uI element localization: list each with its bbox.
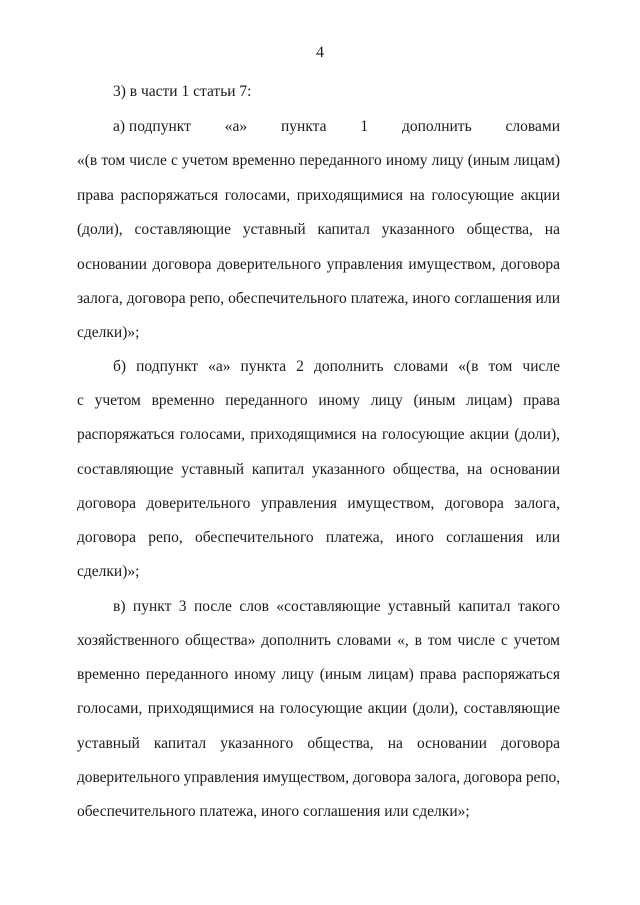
paragraph-a-line-3: права распоряжаться голосами, приходящимися на голосующие акции [77,187,560,204]
paragraph-a-line-6: залога, договора репо, обеспечительного платежа, иного соглашения или [77,290,560,307]
word: словами [505,118,560,135]
paragraph-b-line-4: составляющие уставный капитал указанного общества, на основании [77,461,560,478]
paragraph-b-line-6: договора репо, обеспечительного платежа, иного соглашения или [77,529,560,546]
page-number: 4 [316,44,324,61]
word: 1 [360,118,369,135]
word: пункта [280,118,327,135]
paragraph-b-line-7: сделки)»; [77,563,140,580]
paragraph-c-line-3: временно переданного иному лицу (иным лицам) права распоряжаться [77,666,560,683]
paragraph-b-line-5: договора доверительного управления имуществом, договора залога, [77,495,560,512]
paragraph-a-line-2: «(в том числе с учетом временно переданного иному лицу (иным лицам) [77,152,560,169]
paragraph-b-line-3: распоряжаться голосами, приходящимися на голосующие акции (доли), [77,426,560,443]
paragraph-c-line-6: доверительного управления имуществом, договора залога, договора репо, [77,769,560,786]
paragraph-c-line-1: в) пункт 3 после слов «составляющие уставный капитал такого [113,598,560,615]
paragraph-c-line-4: голосами, приходящимися на голосующие акции (доли), составляющие [77,700,560,717]
paragraph-a-line-4: (доли), составляющие уставный капитал указанного общества, на [77,221,560,238]
paragraph-b-line-2: с учетом временно переданного иному лицу (иным лицам) права [77,392,560,409]
paragraph-c-line-2: хозяйственного общества» дополнить словами «, в том числе с учетом [77,632,560,649]
paragraph-a-line-5: основании договора доверительного управления имуществом, договора [77,256,560,273]
paragraph-b-line-1: б) подпункт «а» пункта 2 дополнить словами «(в том числе [113,358,560,375]
word: «а» [224,118,248,135]
word: а) подпункт [113,118,191,135]
paragraph-c-line-7: обеспечительного платежа, иного соглашения или сделки»; [77,803,470,820]
paragraph-a-line-1 [113,118,560,136]
paragraph-c-line-5: уставный капитал указанного общества, на основании договора [77,735,560,752]
word: дополнить [402,118,472,135]
section-intro: 3) в части 1 статьи 7: [113,83,252,100]
paragraph-a-line-7: сделки)»; [77,324,140,341]
